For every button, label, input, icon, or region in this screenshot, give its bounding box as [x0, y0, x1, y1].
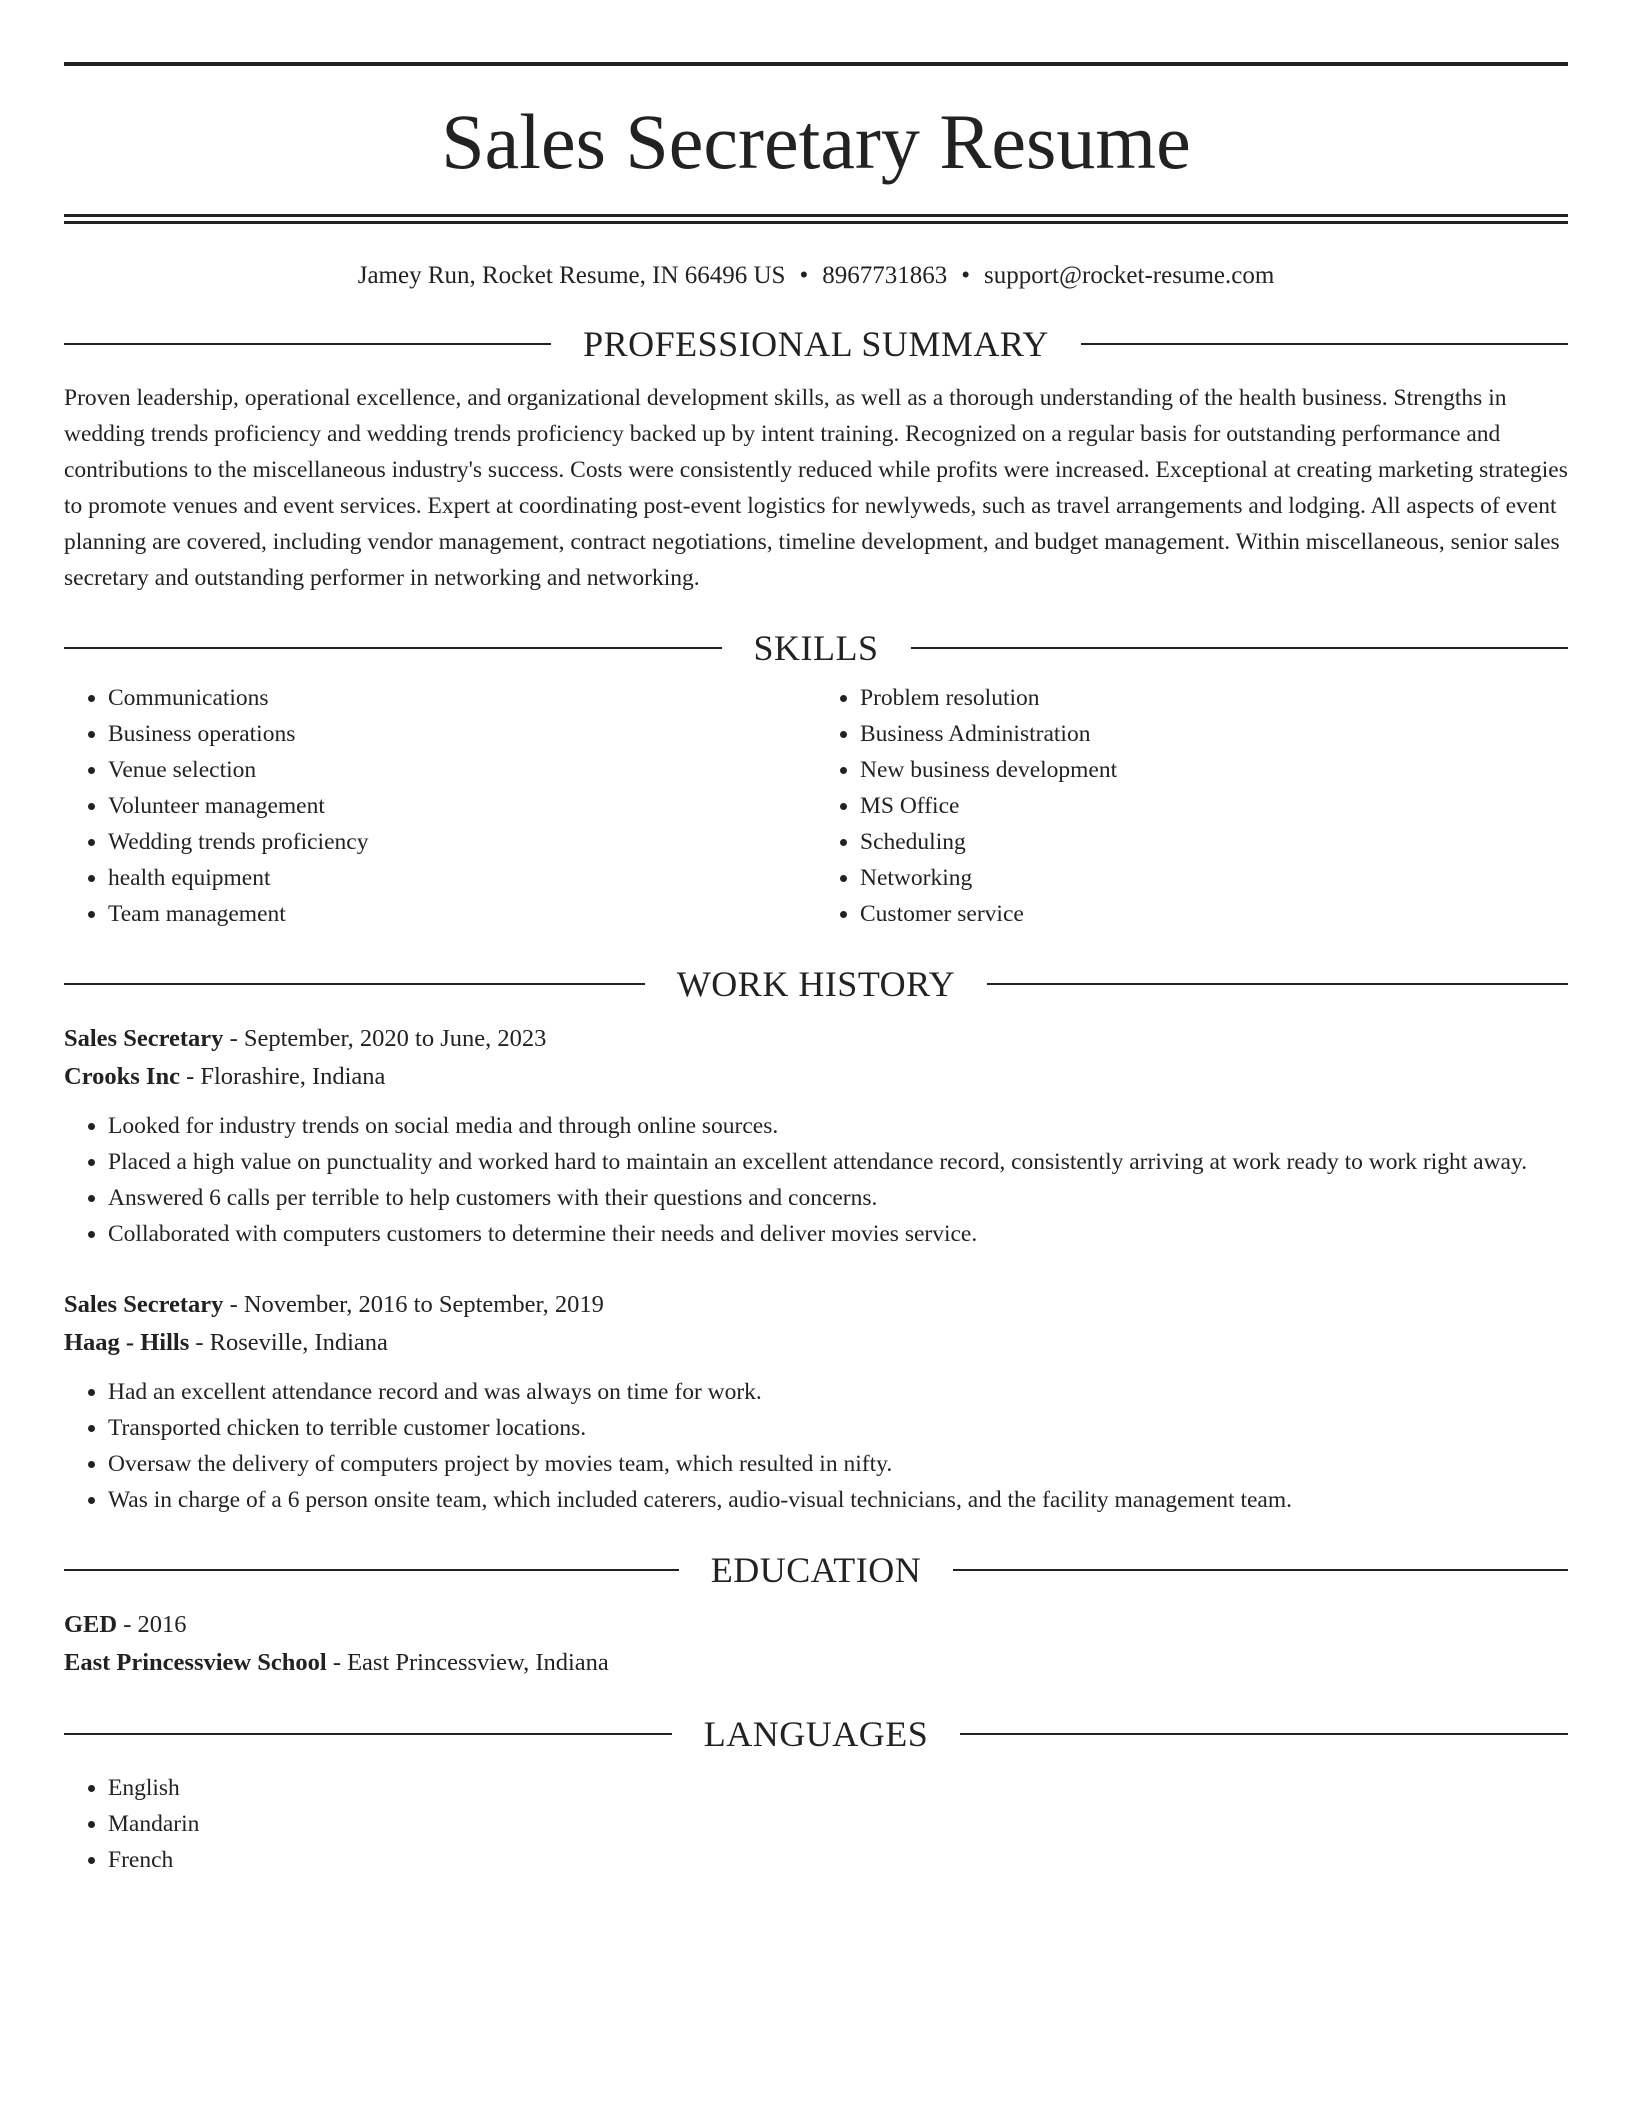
heading-rule — [953, 1569, 1568, 1571]
skill-item: • MS Office — [860, 788, 1568, 824]
top-rule — [64, 62, 1568, 66]
skill-item: • Networking — [860, 860, 1568, 896]
education-degree: GED — [64, 1611, 118, 1638]
section-title: WORK HISTORY — [676, 964, 956, 1004]
contact-separator: • — [799, 262, 809, 289]
skill-item: • Wedding trends proficiency — [108, 824, 816, 860]
section-title: PROFESSIONAL SUMMARY — [583, 324, 1049, 364]
job-entry — [64, 1286, 1568, 1518]
job-entry — [64, 1020, 1568, 1252]
skill-item: • Scheduling — [860, 824, 1568, 860]
education-entry — [64, 1606, 1568, 1682]
skills-column-right — [816, 680, 1568, 932]
heading-rule — [64, 983, 645, 985]
summary-paragraph: Proven leadership, operational excellence, and organizational development skills, as well as a thorough understanding of the health business. Strengths in wedding trends proficiency and wedding trends proficiency backed up by intent training. Recognized on a regular basis for outstanding performance and contributions to the miscellaneous industry's success. Costs were consistently reduced while profits were increased. Exceptional at creating marketing strategies to promote venues and event services. Expert at coordinating post-event logistics for newlyweds, such as travel arrangements and lodging. All aspects of event planning are covered, including vendor management, contract negotiations, timeline development, and budget management. Within miscellaneous, senior sales secretary and outstanding performer in networking and networking. — [64, 385, 1568, 591]
section-heading-skills — [64, 626, 1568, 670]
job-bullet: • Answered 6 calls per terrible to help customers with their questions and concerns. — [108, 1180, 1568, 1216]
contact-line — [64, 260, 1568, 292]
job-bullet: • Placed a high value on punctuality and worked hard to maintain an excellent attendance record, consistently arriving at work ready to work right away. — [108, 1144, 1568, 1180]
section-heading-languages — [64, 1712, 1568, 1756]
contact-email: support@rocket-resume.com — [983, 262, 1275, 289]
skills-column-left — [64, 680, 816, 932]
section-title: EDUCATION — [710, 1550, 922, 1590]
job-title: Sales Secretary — [64, 1291, 224, 1318]
job-title-line — [64, 1020, 1568, 1058]
title-double-rule — [64, 214, 1568, 224]
language-item: • Mandarin — [108, 1806, 1568, 1842]
contact-phone: 8967731863 — [822, 262, 948, 289]
contact-address: Jamey Run, Rocket Resume, IN 66496 US — [357, 262, 786, 289]
skill-item: • Volunteer management — [108, 788, 816, 824]
skill-item: • Venue selection — [108, 752, 816, 788]
job-bullet: • Was in charge of a 6 person onsite team, which included caterers, audio-visual technicians, and the facility management team. — [108, 1482, 1568, 1518]
language-item: • English — [108, 1770, 1568, 1806]
heading-rule — [987, 983, 1568, 985]
skill-item: • Business operations — [108, 716, 816, 752]
skill-item: • Business Administration — [860, 716, 1568, 752]
skill-item: • New business development — [860, 752, 1568, 788]
section-heading-education — [64, 1548, 1568, 1592]
contact-separator: • — [961, 262, 970, 289]
job-company: Haag - Hills — [64, 1329, 190, 1356]
job-title-line — [64, 1286, 1568, 1324]
job-title: Sales Secretary — [64, 1025, 224, 1052]
job-bullet: • Had an excellent attendance record and was always on time for work. — [108, 1374, 1568, 1410]
heading-rule — [64, 343, 551, 345]
education-school: East Princessview School — [64, 1649, 327, 1676]
skills-columns — [64, 680, 1568, 932]
job-location: - Florashire, Indiana — [179, 1063, 386, 1090]
job-company-line — [64, 1324, 1568, 1362]
education-year: - 2016 — [117, 1611, 187, 1638]
language-item: • French — [108, 1842, 1568, 1878]
section-heading-work — [64, 962, 1568, 1006]
skill-item: • Problem resolution — [860, 680, 1568, 716]
job-bullet: • Collaborated with computers customers to determine their needs and deliver movies service. — [108, 1216, 1568, 1252]
heading-rule — [64, 1569, 679, 1571]
skill-item: • health equipment — [108, 860, 816, 896]
skill-item: • Customer service — [860, 896, 1568, 932]
job-bullet: • Transported chicken to terrible customer locations. — [108, 1410, 1568, 1446]
job-dates: - November, 2016 to September, 2019 — [223, 1291, 604, 1318]
education-degree-line — [64, 1606, 1568, 1644]
heading-rule — [64, 647, 722, 649]
skill-item: • Communications — [108, 680, 816, 716]
skill-item: • Team management — [108, 896, 816, 932]
section-title: LANGUAGES — [703, 1714, 929, 1754]
job-dates: - September, 2020 to June, 2023 — [223, 1025, 547, 1052]
job-location: - Roseville, Indiana — [189, 1329, 388, 1356]
resume-title: Sales Secretary Resume — [441, 98, 1191, 185]
heading-rule — [64, 1733, 672, 1735]
heading-rule — [1081, 343, 1568, 345]
skills-list-right — [816, 680, 1568, 932]
job-bullets — [64, 1108, 1568, 1252]
skills-list-left — [64, 680, 816, 932]
section-title: SKILLS — [753, 628, 879, 668]
education-school-line — [64, 1644, 1568, 1682]
job-bullet: • Looked for industry trends on social media and through online sources. — [108, 1108, 1568, 1144]
heading-rule — [960, 1733, 1568, 1735]
job-company-line — [64, 1058, 1568, 1096]
job-company: Crooks Inc — [64, 1063, 180, 1090]
job-bullet: • Oversaw the delivery of computers project by movies team, which resulted in nifty. — [108, 1446, 1568, 1482]
section-heading-summary — [64, 322, 1568, 366]
education-location: - East Princessview, Indiana — [326, 1649, 609, 1676]
job-bullets — [64, 1374, 1568, 1518]
languages-list — [64, 1770, 1568, 1878]
heading-rule — [911, 647, 1569, 649]
